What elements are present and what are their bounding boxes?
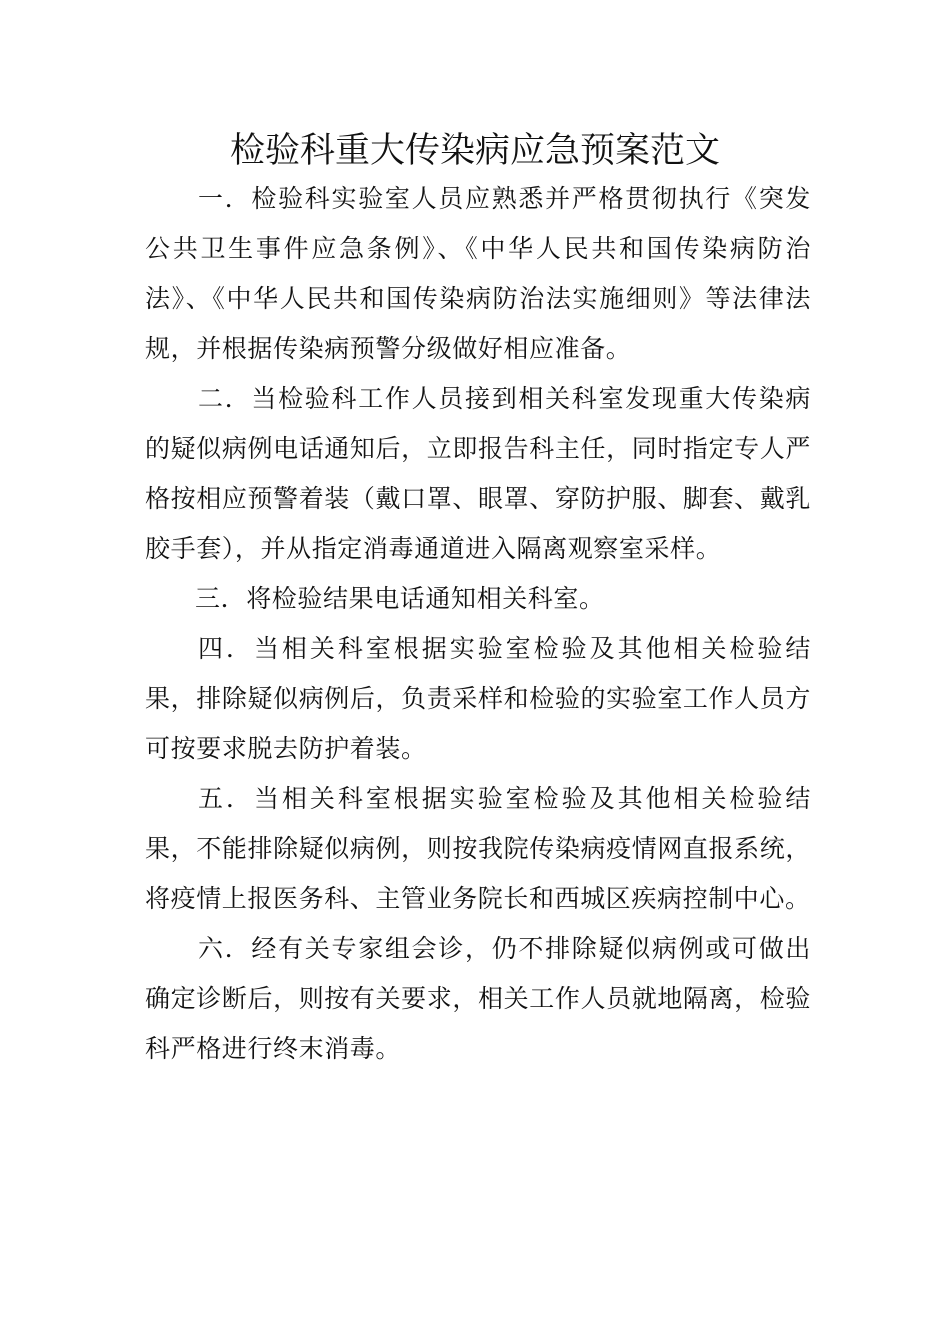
paragraph-6: 六．经有关专家组会诊，仍不排除疑似病例或可做出确定诊断后，则按有关要求，相关工作人员就地隔离，检验科严格进行终末消毒。 [145,934,811,1063]
paragraph-4: 四．当相关科室根据实验室检验及其他相关检验结果，排除疑似病例后，负责采样和检验的实验室工作人员方可按要求脱去防护着装。 [145,634,811,763]
paragraph-1: 一．检验科实验室人员应熟悉并严格贯彻执行《突发公共卫生事件应急条例》、《中华人民共和国传染病防治法》、《中华人民共和国传染病防治法实施细则》等法律法规，并根据传染病预警分级做好相应准备。 [145,184,811,363]
paragraph-5: 五．当相关科室根据实验室检验及其他相关检验结果，不能排除疑似病例，则按我院传染病疫情网直报系统，将疫情上报医务科、主管业务院长和西城区疾病控制中心。 [145,784,811,913]
paragraph-3: 三．将检验结果电话通知相关科室。 [195,584,605,613]
document-body [145,174,811,1074]
document-title: 检验科重大传染病应急预案范文 [229,131,720,171]
paragraph-2: 二．当检验科工作人员接到相关科室发现重大传染病的疑似病例电话通知后，立即报告科主任，同时指定专人严格按相应预警着装（戴口罩、眼罩、穿防护服、脚套、戴乳胶手套），并从指定消毒通道进入隔离观察室采样。 [145,384,811,563]
